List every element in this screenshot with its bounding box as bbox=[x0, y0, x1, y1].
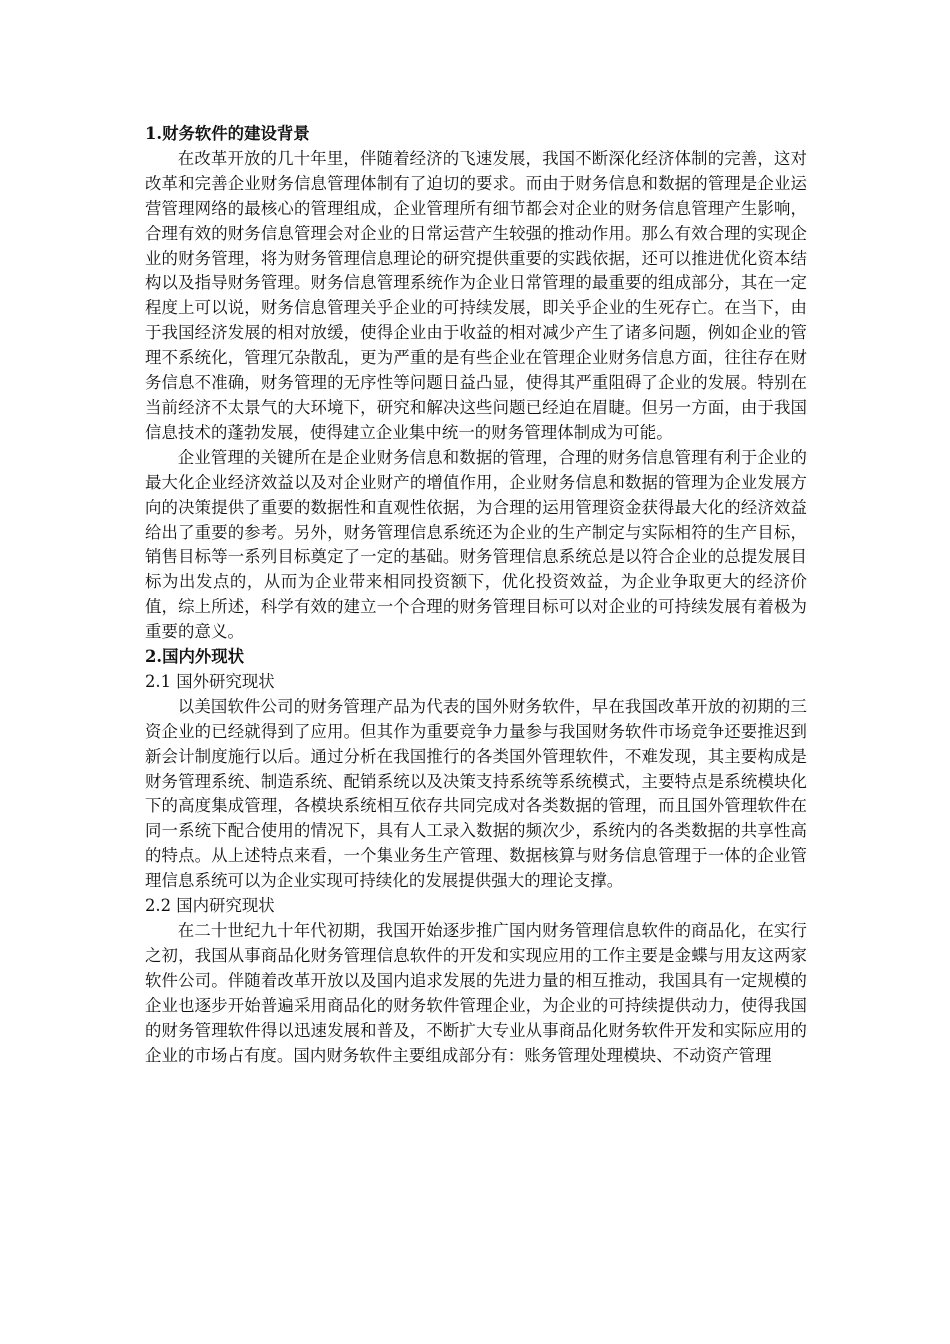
section-heading-background: 1.财务软件的建设背景 bbox=[145, 124, 310, 143]
subsection-heading-foreign: 2.1 国外研究现状 bbox=[145, 671, 275, 691]
paragraph-background-1: 在改革开放的几十年里，伴随着经济的飞速发展，我国不断深化经济体制的完善，这对改革和完善企业财务信息管理体制有了迫切的要求。而由于财务信息和数据的管理是企业运营管理网络的最核心的管理组成，企业管理所有细节都会对企业的财务信息管理产生影响，合理有效的财务信息管理会对企业的日常运营产生较强的推动作用。那么有效合理的实现企业的财务管理，将为财务管理信息理论的研究提供重要的实践依据，还可以推进优化资本结构以及指导财务管理。财务信息管理系统作为企业日常管理的最重要的组成部分，其在一定程度上可以说，财务信息管理关乎企业的可持续发展，即关乎企业的生死存亡。在当下，由于我国经济发展的相对放缓，使得企业由于收益的相对减少产生了诸多问题，例如企业的管理不系统化，管理冗杂散乱，更为严重的是有些企业在管理企业财务信息方面，往往存在财务信息不准确，财务管理的无序性等问题日益凸显，使得其严重阻碍了企业的发展。特别在当前经济不太景气的大环境下，研究和解决这些问题已经迫在眉睫。但另一方面，由于我国信息技术的蓬勃发展，使得建立企业集中统一的财务管理体制成为可能。 bbox=[145, 148, 807, 442]
document-page bbox=[145, 122, 807, 1068]
paragraph-foreign-research: 以美国软件公司的财务管理产品为代表的国外财务软件，早在我国改革开放的初期的三资企业的已经就得到了应用。但其作为重要竞争力量参与我国财务软件市场竞争还要推迟到新会计制度施行以后。通过分析在我国推行的各类国外管理软件，不难发现，其主要构成是财务管理系统、制造系统、配销系统以及决策支持系统等系统模式，主要特点是系统模块化下的高度集成管理，各模块系统相互依存共同完成对各类数据的管理，而且国外管理软件在同一系统下配合使用的情况下，具有人工录入数据的频次少，系统内的各类数据的共享性高的特点。从上述特点来看，一个集业务生产管理、数据核算与财务信息管理于一体的企业管理信息系统可以为企业实现可持续化的发展提供强大的理论支撑。 bbox=[145, 696, 807, 891]
paragraph-domestic-research: 在二十世纪九十年代初期，我国开始逐步推广国内财务管理信息软件的商品化，在实行之初，我国从事商品化财务管理信息软件的开发和实现应用的工作主要是金蝶与用友这两家软件公司。伴随着改革开放以及国内追求发展的先进力量的相互推动，我国具有一定规模的企业也逐步开始普遍采用商品化的财务软件管理企业，为企业的可持续提供动力，使得我国的财务管理软件得以迅速发展和普及，不断扩大专业从事商品化财务软件开发和实际应用的企业的市场占有度。国内财务软件主要组成部分有：账务管理处理模块、不动资产管理 bbox=[145, 921, 807, 1065]
section-heading-status: 2.国内外现状 bbox=[145, 647, 245, 667]
paragraph-background-2: 企业管理的关键所在是企业财务信息和数据的管理，合理的财务信息管理有利于企业的最大化企业经济效益以及对企业财产的增值作用，企业财务信息和数据的管理为企业发展方向的决策提供了重要的数据性和直观性依据，为合理的运用管理资金获得最大化的经济效益给出了重要的参考。另外，财务管理信息系统还为企业的生产制定与实际相符的生产目标，销售目标等一系列目标奠定了一定的基础。财务管理信息系统总是以符合企业的总提发展目标为出发点的，从而为企业带来相同投资额下，优化投资效益，为企业争取更大的经济价值，综上所述，科学有效的建立一个合理的财务管理目标可以对企业的可持续发展有着极为重要的意义。 bbox=[145, 447, 807, 642]
subsection-heading-domestic: 2.2 国内研究现状 bbox=[145, 896, 275, 916]
